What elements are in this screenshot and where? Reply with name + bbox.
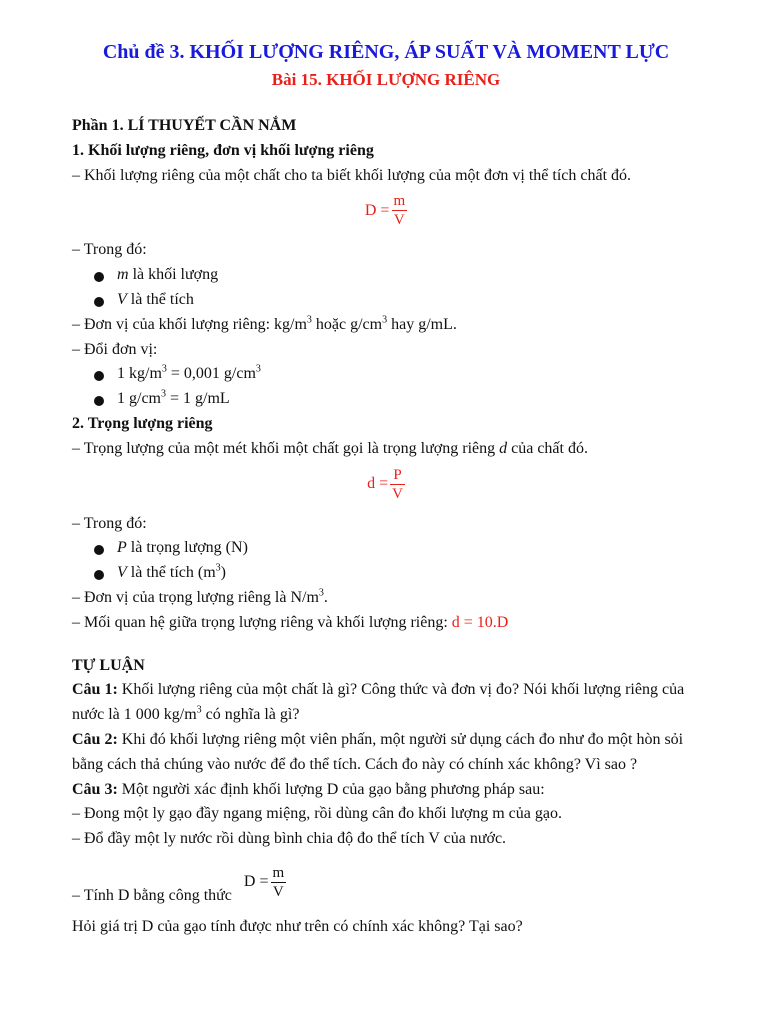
question-3: Câu 3: Một người xác định khối lượng D của gạo bằng phương pháp sau: [72, 780, 545, 798]
part-heading: Phần 1. LÍ THUYẾT CẦN NẮM [72, 117, 297, 134]
relation-formula: d = 10.D [451, 613, 509, 631]
specific-weight-formula [72, 466, 700, 508]
question-2-cont: bằng cách thả chúng vào nước để đo thể tích. Cách đo này có chính xác không? Vì sao ? [72, 755, 638, 773]
bullet-icon [94, 545, 104, 555]
weight-definition: – Trọng lượng của một mét khối một chất gọi là trọng lượng riêng d của chất đó. [72, 439, 588, 457]
document-page [72, 38, 700, 940]
density-unit: – Đơn vị của khối lượng riêng: $kg/m^3$ hoặc $g/cm^3$ hay g/mL. [72, 314, 457, 333]
bullet-icon [94, 570, 104, 580]
where-label: – Trong đó: [72, 514, 147, 532]
question-3-final: Hỏi giá trị D của gạo tính được như trên có chính xác không? Tại sao? [72, 917, 523, 935]
formula-lhs: d = [367, 475, 389, 493]
bullet-icon [94, 371, 104, 381]
convert-label: – Đổi đơn vị: [72, 340, 158, 358]
where-label: – Trong đó: [72, 241, 147, 259]
relation-line: – Mối quan hệ giữa trọng lượng riêng và khối lượng riêng: d = 10.D [72, 613, 509, 631]
question-3-step3: – Tính D bằng công thức D = $\frac{m}{V}$ [72, 864, 285, 905]
section1-heading: 1. Khối lượng riêng, đơn vị khối lượng riêng [72, 141, 374, 159]
chapter-title: Chủ đề 3. KHỐI LƯỢNG RIÊNG, ÁP SUẤT VÀ MOMENT LỰC [102, 41, 670, 63]
formula-numerator: P [393, 466, 402, 483]
formula-denominator: V [393, 212, 405, 229]
question-2: Câu 2: Khi đó khối lượng riêng một viên phấn, một người sử dụng cách đo như đo một hòn sỏi [72, 730, 684, 748]
question-1: Câu 1: Khối lượng riêng của một chất là gì? Công thức và đơn vị đo? Nói khối lượng riêng của [72, 681, 685, 699]
essay-heading: TỰ LUẬN [72, 656, 145, 674]
section2-heading: 2. Trọng lượng riêng [72, 414, 213, 432]
formula-numerator: m [393, 193, 406, 210]
question-1-cont: nước là 1 000 $kg/m^3$ có nghĩa là gì? [72, 704, 300, 724]
question-3-step1: – Đong một ly gạo đầy ngang miệng, rồi dùng cân đo khối lượng m của gạo. [72, 805, 562, 823]
lesson-title: Bài 15. KHỐI LƯỢNG RIÊNG [271, 70, 501, 89]
list-item: V là thể tích [72, 288, 700, 313]
list-item: 1 $g/cm^3 = 1$ g/mL [72, 387, 700, 412]
list-item: m là khối lượng [72, 263, 700, 288]
formula-lhs: D = [364, 201, 390, 219]
bullet-icon [94, 272, 104, 282]
density-definition: – Khối lượng riêng của một chất cho ta biết khối lượng của một đơn vị thể tích chất đó. [72, 166, 632, 184]
bullet-icon [94, 297, 104, 307]
list-item: V là thể tích $(m^3)$ [72, 561, 700, 586]
list-item: P là trọng lượng (N) [72, 536, 700, 561]
question-3-step2: – Đổ đầy một ly nước rồi dùng bình chia độ đo thể tích V của nước. [72, 830, 507, 848]
formula-denominator: V [392, 485, 403, 502]
bullet-icon [94, 396, 104, 406]
density-formula [72, 192, 700, 234]
list-item: 1 $kg/m^3 = 0,001$ $g/cm^3$ [72, 362, 700, 387]
weight-unit: – Đơn vị của trọng lượng riêng là $N/m^3$. [72, 587, 328, 606]
rice-density-formula: D = $\frac{m}{V}$ [243, 864, 285, 900]
